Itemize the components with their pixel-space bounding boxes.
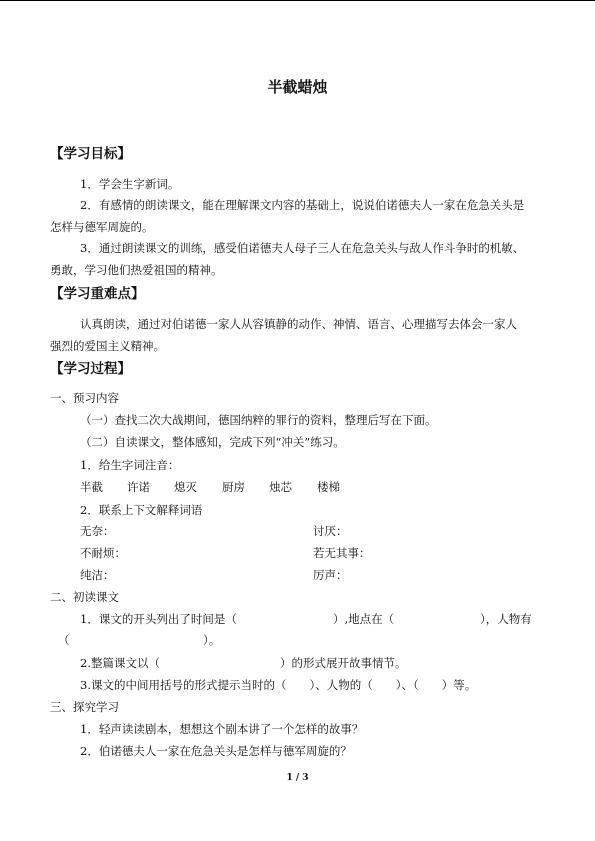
heading-learning-process: 【学习过程】 xyxy=(50,361,131,377)
reading-question-1-part-c: ），人物有 xyxy=(480,612,532,626)
vocab-word: 烛芯 xyxy=(269,480,292,494)
goal-line-3: 怎样与德军周旋的。 xyxy=(50,220,154,234)
explain-question: 2．联系上下文解释词语 xyxy=(80,503,203,517)
goal-line-1: 1．学会生字新词。 xyxy=(80,177,180,191)
section-first-reading: 二、初读课文 xyxy=(50,590,119,604)
reading-question-2-part-b: ）的形式展开故事情节。 xyxy=(280,656,407,670)
section-preview: 一、预习内容 xyxy=(50,391,119,405)
key-point-line-2: 强烈的爱国主义精神。 xyxy=(50,339,165,353)
goal-line-4: 3．通过朗读课文的训练，感受伯诺德夫人母子三人在危急关头与敌人作斗争时的机敏、 xyxy=(80,241,525,255)
term-label: 不耐烦： xyxy=(80,546,126,560)
preview-item-2: （二）自读课文，整体感知，完成下列“冲关”练习。 xyxy=(80,435,345,449)
reading-question-3: 3.课文的中间用括号的形式提示当时的（ ）、人物的（ ）、（ ）等。 xyxy=(80,678,477,692)
heading-key-points: 【学习重难点】 xyxy=(50,286,145,302)
key-point-line-1: 认真朗读，通过对伯诺德一家人从容镇静的动作、神情、语言、心理描写去体会一家人 xyxy=(80,317,517,331)
reading-question-2-part-a: 2.整篇课文以（ xyxy=(80,656,160,670)
vocab-word: 厨房 xyxy=(222,480,245,494)
goal-line-5: 勇敢，学习他们热爱祖国的精神。 xyxy=(50,263,223,277)
reading-question-1-part-e: ）。 xyxy=(203,633,221,647)
section-exploration: 三、探究学习 xyxy=(50,700,119,714)
term-label: 讨厌： xyxy=(313,524,348,538)
vocab-word: 许诺 xyxy=(127,480,150,494)
vocab-word: 半截 xyxy=(80,480,103,494)
preview-item-1: （一）查找二次大战期间，德国纳粹的罪行的资料，整理后写在下面。 xyxy=(80,413,437,427)
vocab-word: 熄灭 xyxy=(174,480,197,494)
goal-line-2: 2．有感情的朗读课文，能在理解课文内容的基础上，说说伯诺德夫人一家在危急关头是 xyxy=(80,198,525,212)
explore-question-1: 1．轻声读读剧本，想想这个剧本讲了一个怎样的故事？ xyxy=(80,722,364,736)
term-label: 厉声： xyxy=(313,568,348,582)
reading-question-1-part-d: （ xyxy=(58,633,70,647)
term-label: 无奈： xyxy=(80,524,115,538)
term-label: 若无其事： xyxy=(313,546,371,560)
page-number: 1 / 3 xyxy=(286,773,309,783)
term-label: 纯洁： xyxy=(80,568,115,582)
heading-learning-goals: 【学习目标】 xyxy=(50,146,131,162)
page-top-border xyxy=(0,0,595,1)
page-title: 半截蜡烛 xyxy=(267,78,328,96)
explore-question-2: 2．伯诺德夫人一家在危急关头是怎样与德军周旋的？ xyxy=(80,744,352,758)
vocab-word: 楼梯 xyxy=(317,480,340,494)
reading-question-1-part-b: ）,地点在（ xyxy=(333,612,395,626)
pinyin-question: 1．给生字词注音： xyxy=(80,458,180,472)
reading-question-1-part-a: 1．课文的开头列出了时间是（ xyxy=(80,612,237,626)
